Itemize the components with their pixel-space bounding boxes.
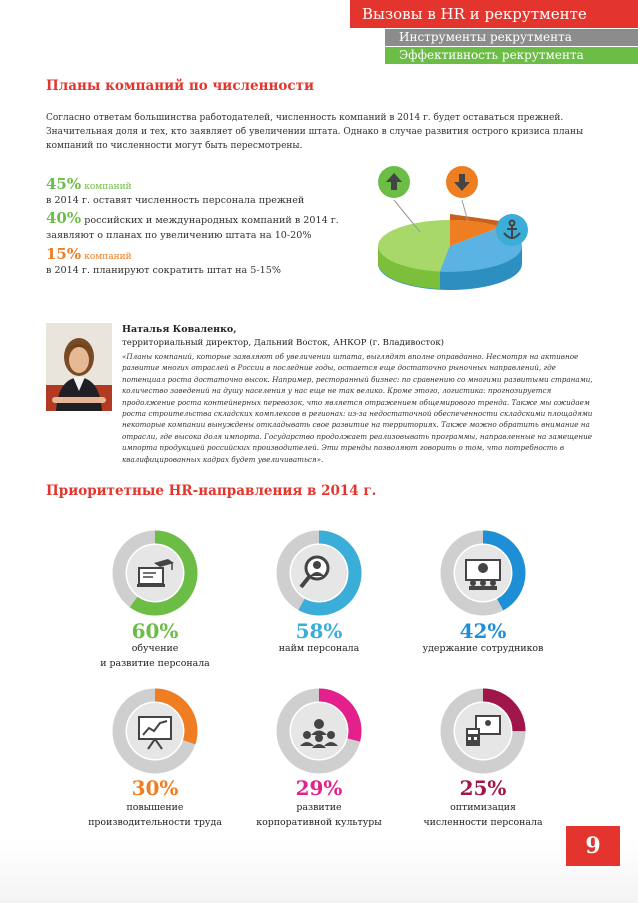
donut-percent-productivity: 30%	[131, 776, 179, 800]
donut-label-productivity-line2: производительности труда	[88, 817, 222, 828]
stat-2-head	[46, 209, 339, 227]
donut-chart-hiring	[276, 530, 362, 616]
speaker-quote: «Планы компаний, которые заявляют об увеличении штата, выглядят вполне оправданно. Несмотря на активное развитие многих отраслей в России в последние годы, остается еще достаточно рыночных направлений, где потенциал роста достаточно высок. Например, ресторанный бизнес: по сравнению со многими развитыми странами, количество заведений на душу населения у нас еще не так велико. Кроме этого, логистика: прогнозируется продолжение роста контейнерных перевозок, что является отражением общемирового тренда. Также мы ожидаем роста строительства складских комплексов в регионах: из-за недостаточной обеспеченности складскими площадями некоторые компании вынуждены откладывать свое развитие на территориях. Также можно обратить внимание на отрасли, где высока доля импорта. Государство продолжает реализовывать программы, направленные на замещение импорта продукцией российских производителей. Эти тренды позволяют говорить о том, что потребность в квалифицированных кадрах будет увеличиваться».	[122, 352, 593, 464]
arrow-up-icon	[378, 166, 410, 198]
headcount-pie-chart	[370, 166, 530, 294]
donut-chart-optimization	[440, 688, 526, 774]
donut-label-culture-line2: корпоративной культуры	[256, 817, 382, 828]
section-title-headcount: Планы компаний по численности	[46, 78, 315, 94]
stat-3-percent: 15%	[46, 245, 82, 263]
anchor-icon	[496, 214, 528, 246]
header-tab-efficiency: Эффективность рекрутмента	[385, 47, 638, 64]
donut-label-hiring	[234, 641, 404, 656]
donut-label-optimization	[398, 800, 568, 830]
stat-2-percent: 40%	[46, 209, 82, 227]
stat-2-text: заявляют о планах по увеличению штата на 10-20%	[46, 230, 312, 241]
donut-percent-hiring: 58%	[295, 619, 343, 643]
donut-label-productivity	[70, 800, 240, 830]
donut-chart-culture	[276, 688, 362, 774]
page-number: 9	[566, 826, 620, 866]
stat-2-word: российских и международных компаний в 2014 г.	[84, 215, 339, 226]
stat-1-percent: 45%	[46, 175, 82, 193]
donut-label-retention-line1: удержание сотрудников	[422, 643, 544, 654]
donut-percent-training: 60%	[131, 619, 179, 643]
section-title-hr-priorities: Приоритетные HR-направления в 2014 г.	[46, 483, 377, 499]
speaker-name: Наталья Коваленко,	[122, 324, 237, 335]
donut-label-training-line1: обучение	[131, 643, 179, 654]
donut-percent-retention: 42%	[459, 619, 507, 643]
donut-chart-training	[112, 530, 198, 616]
stat-1-text: в 2014 г. оставят численность персонала прежней	[46, 195, 305, 206]
stat-1-word: компаний	[84, 182, 132, 192]
donut-chart-productivity	[112, 688, 198, 774]
donut-label-hiring-line1: найм персонала	[278, 643, 360, 654]
donut-label-training	[70, 641, 240, 671]
stat-3-head	[46, 245, 132, 263]
donut-label-culture	[234, 800, 404, 830]
header-tab-tools: Инструменты рекрутмента	[385, 29, 638, 46]
donut-chart-retention	[440, 530, 526, 616]
stat-1-head	[46, 175, 132, 193]
donut-label-culture-line1: развитие	[296, 802, 342, 813]
donut-percent-optimization: 25%	[459, 776, 507, 800]
donut-label-optimization-line1: оптимизация	[450, 802, 516, 813]
speaker-role: территориальный директор, Дальний Восток, АНКОР (г. Владивосток)	[122, 338, 445, 348]
donut-label-retention	[398, 641, 568, 656]
stat-3-text: в 2014 г. планируют сократить штат на 5-15%	[46, 265, 281, 276]
header-main-tab: Вызовы в HR и рекрутменте	[350, 0, 638, 28]
donut-label-productivity-line1: повышение	[126, 802, 184, 813]
stat-3-word: компаний	[84, 252, 132, 262]
donut-label-training-line2: и развитие персонала	[100, 658, 210, 669]
donut-label-optimization-line2: численности персонала	[423, 817, 543, 828]
arrow-down-icon	[446, 166, 478, 198]
page-footer-floor	[0, 840, 638, 903]
speaker-photo	[46, 323, 112, 411]
donut-percent-culture: 29%	[295, 776, 343, 800]
intro-paragraph: Согласно ответам большинства работодателей, численность компаний в 2014 г. будет оставаться прежней. Значительная доля и тех, кто заявляет об увеличении штата. Однако в случае развития острого кризиса планы компаний по численности могут быть пересмотрены.	[46, 113, 584, 151]
